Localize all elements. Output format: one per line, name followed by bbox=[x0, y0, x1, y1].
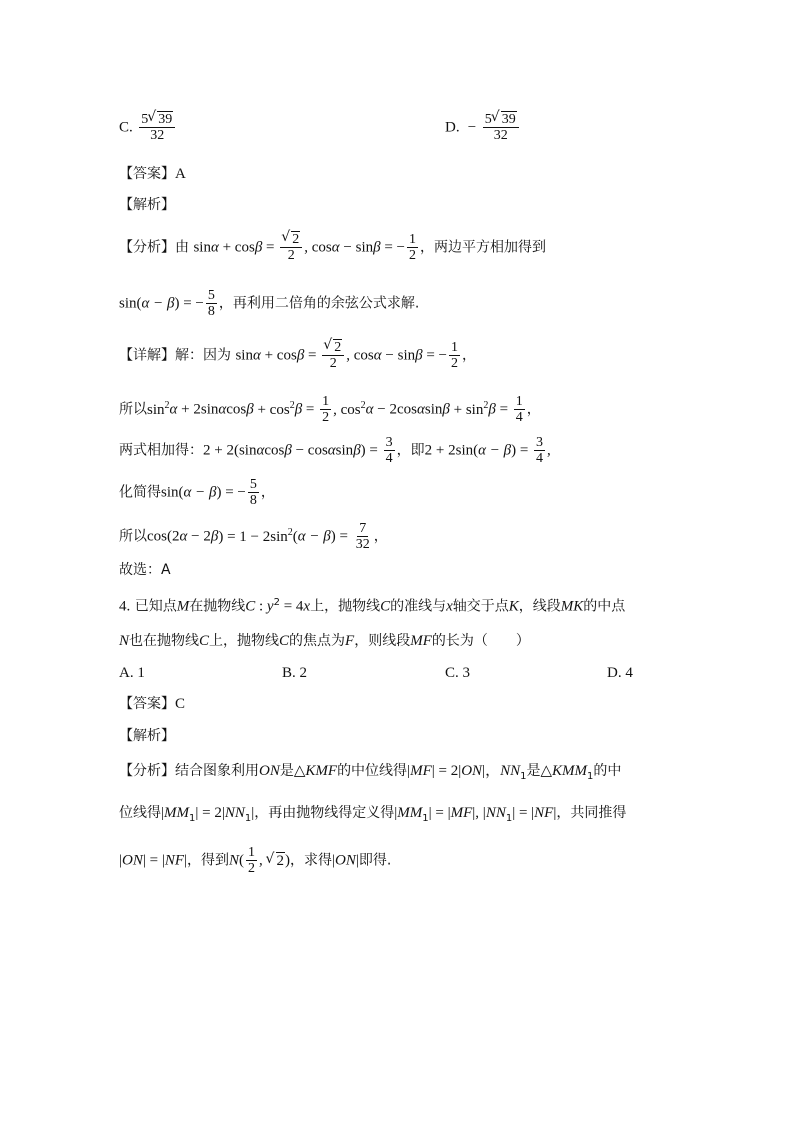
q4-stem-line-2: N也在抛物线C上，抛物线C的焦点为F，则线段MF的长为（ ） bbox=[119, 633, 530, 649]
q4-option-b: B. 2 bbox=[282, 665, 308, 681]
q4-option-c: C. 3 bbox=[445, 665, 471, 681]
q4-fenxi-line-3: |ON| = |NF|，得到N( $\frac{1}{2}$ , √ 2)，求得|ON|即得. bbox=[119, 845, 391, 876]
q3-xiangjie-line-4: 化简得sin(α − β) = − $\frac{5}{8}$ ， bbox=[119, 477, 275, 508]
q3-xiangjie-line-2: 所以$\sin^2\alpha + 2\sin\alpha\cos\beta + \cos^2\beta$ = $\frac{1}{2}$ , $\cos^2\alpha - 2\cos\alpha\sin\beta + \sin^2\beta$ = $\frac{1}{4}$ ， bbox=[119, 394, 541, 425]
q3-guxuan: 故选：A bbox=[119, 562, 171, 578]
q3-analysis-tag: 【解析】 bbox=[119, 197, 175, 213]
q3-fenxi-line-1: 【分析】由 sinα + cosβ = √ $\frac{2}{2}$ , cosα − sinβ = − $\frac{1}{2}$ ，两边平方相加得到 bbox=[119, 232, 546, 263]
option-d-label: D. bbox=[445, 119, 460, 136]
option-c-fraction: $\frac{5√ 39}{32}$ bbox=[139, 112, 175, 143]
q4-stem-line-1: 4. 已知点M在抛物线C : $y^2 = 4x$上，抛物线C的准线与x轴交于点K，线段MK的中点 bbox=[119, 597, 626, 615]
option-d-fraction: $\frac{5√ 39}{32}$ bbox=[483, 112, 519, 143]
q4-answer: 【答案】C bbox=[119, 696, 186, 712]
q3-answer bbox=[119, 167, 186, 182]
q4-fenxi-line-1: 【分析】结合图象利用ON是△KMF的中位线得|MF| = 2|ON|，$NN_1$是$\triangle KMM_1$的中 bbox=[119, 763, 622, 782]
option-c bbox=[119, 112, 177, 143]
q4-option-a: A. 1 bbox=[119, 665, 145, 681]
q3-fenxi-line-2: sin(α − β) = − $\frac{5}{8}$ ，再利用二倍角的余弦公式求解. bbox=[119, 288, 420, 319]
q3-xiangjie-line-3: 两式相加得：2 + 2(sinαcosβ − cosαsinβ) = $\frac{3}{4}$ ，即2 + 2sin(α − β) = $\frac{3}{4}$ , bbox=[119, 435, 551, 466]
q4-fenxi-line-2: 位线得$|MM_1| = 2|NN_1|$，再由抛物线得定义得$|MM_1| = |MF|$, $|NN_1| = |NF|$，共同推得 bbox=[119, 805, 627, 824]
answer-tag: 【答案】 bbox=[119, 166, 175, 182]
q3-xiangjie-line-1: 【详解】解：因为 sinα + cosβ = √ $\frac{2}{2}$ , cosα − sinβ = − $\frac{1}{2}$ ， bbox=[119, 340, 476, 371]
option-c-label: C. bbox=[119, 119, 133, 136]
q3-xiangjie-line-5: 所以$\cos(2\alpha - 2\beta) = 1 - 2\sin^2(\alpha - \beta)$ = $\frac{7}{32}$ ， bbox=[119, 521, 388, 552]
option-d: D. − $\frac{5√ 39}{32}$ bbox=[445, 112, 521, 143]
q4-option-d: D. 4 bbox=[607, 665, 633, 681]
q4-analysis-tag: 【解析】 bbox=[119, 728, 175, 744]
answer-value: A bbox=[175, 166, 186, 182]
